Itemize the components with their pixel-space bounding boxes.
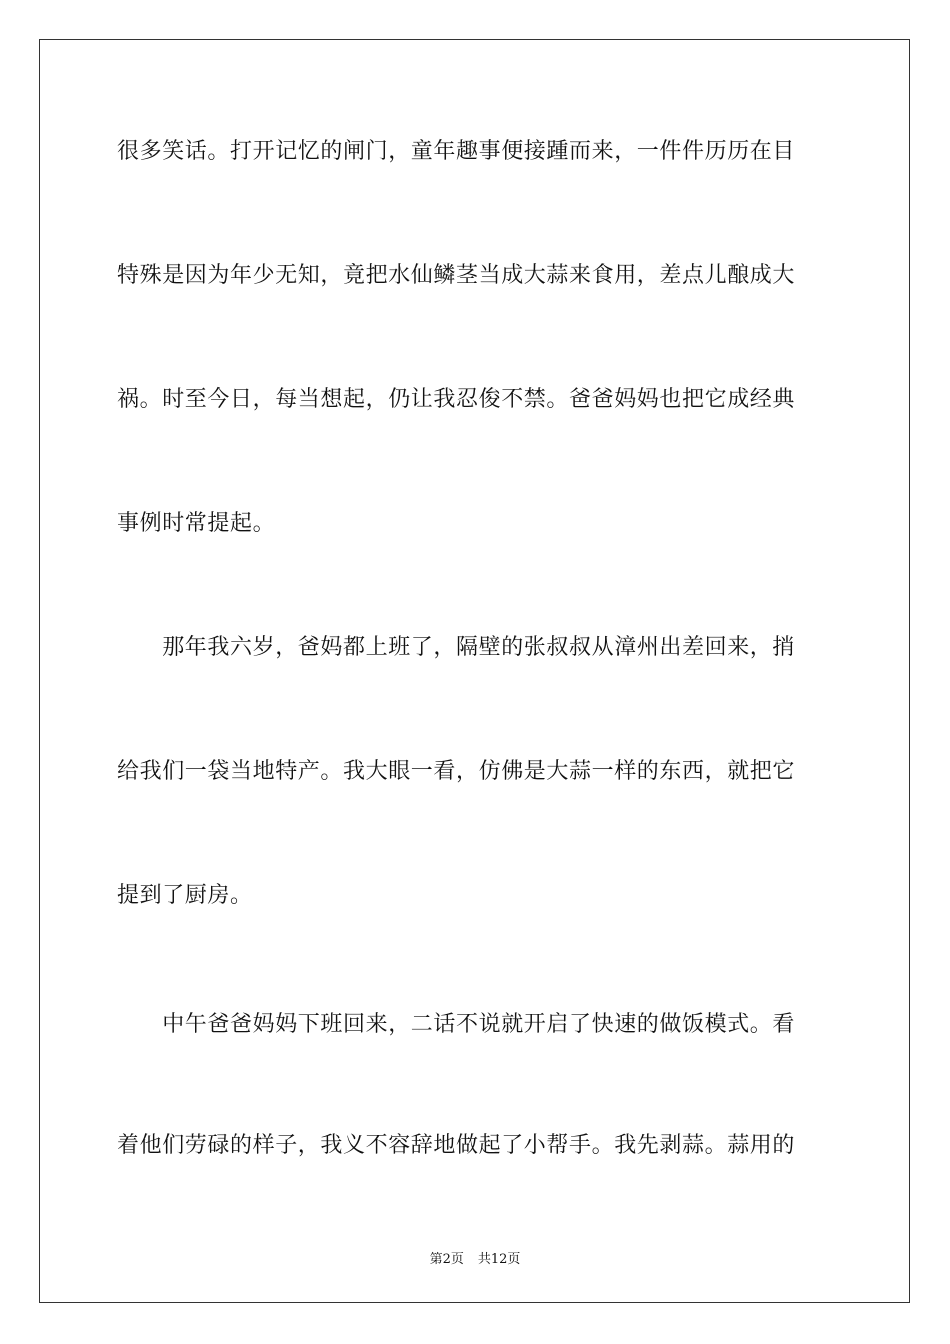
text-line: 祸。时至今日，每当想起，仍让我忍俊不禁。爸爸妈妈也把它成经典 <box>117 387 796 412</box>
text-line: 给我们一袋当地特产。我大眼一看，仿佛是大蒜一样的东西，就把它 <box>117 759 796 784</box>
text-line: 中午爸爸妈妈下班回来，二话不说就开启了快速的做饭模式。看 <box>117 1012 796 1037</box>
text-line: 特殊是因为年少无知，竟把水仙鳞茎当成大蒜来食用，差点儿酿成大 <box>117 263 796 288</box>
text-line: 很多笑话。打开记忆的闸门，童年趣事便接踵而来，一件件历历在目 <box>117 139 796 164</box>
text-line: 提到了厨房。 <box>117 883 253 908</box>
page-footer <box>0 1248 950 1267</box>
page-total: 共12页 <box>477 1252 521 1267</box>
page-border <box>39 39 910 1303</box>
text-line: 那年我六岁，爸妈都上班了，隔壁的张叔叔从漳州出差回来，捎 <box>117 635 796 660</box>
page-number: 第2页 <box>429 1252 464 1267</box>
text-line: 着他们劳碌的样子，我义不容辞地做起了小帮手。我先剥蒜。蒜用的 <box>117 1133 796 1158</box>
text-line: 事例时常提起。 <box>117 511 276 536</box>
